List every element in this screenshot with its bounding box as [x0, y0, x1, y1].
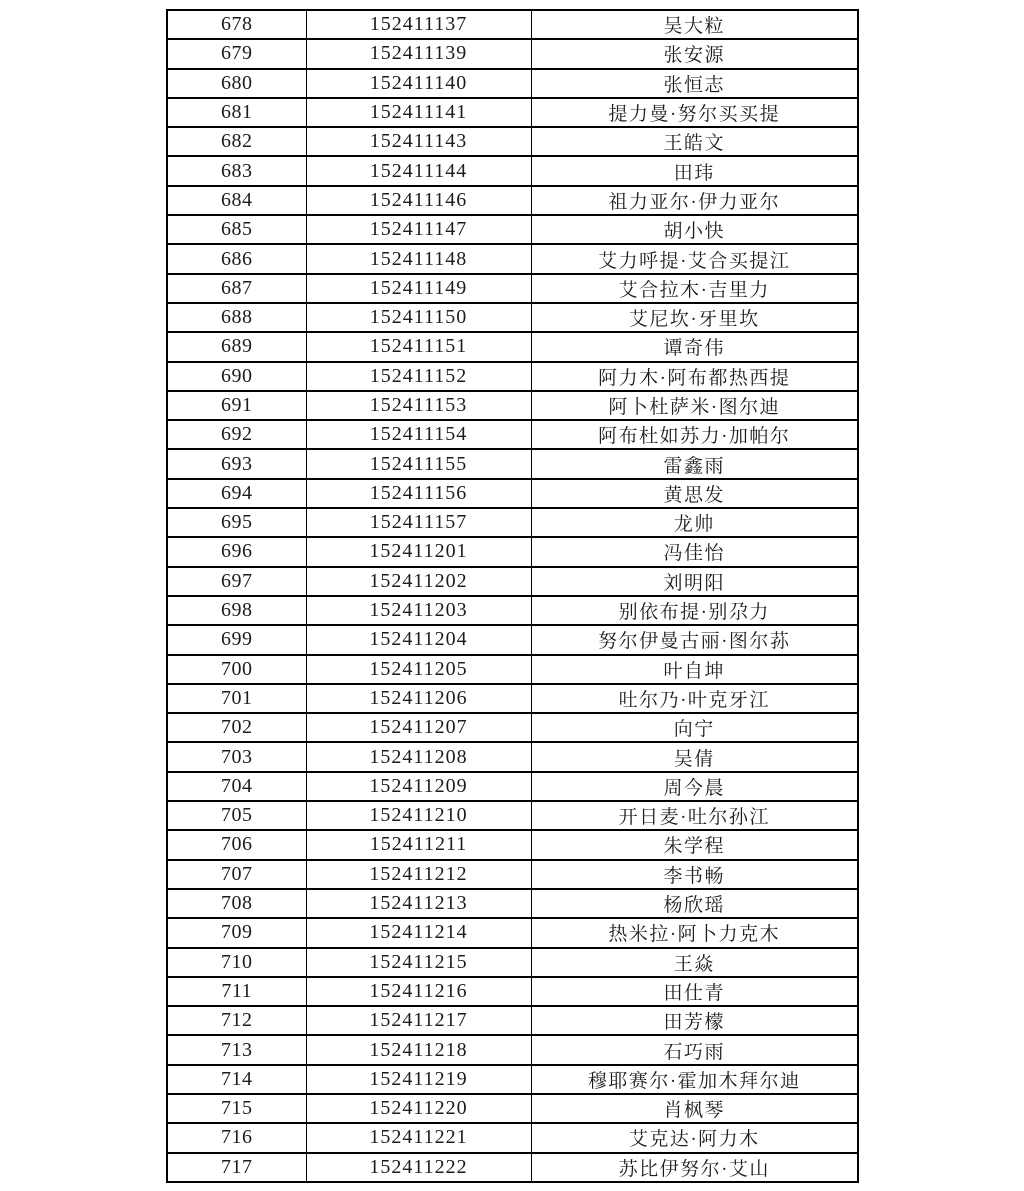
- student-id-cell: 152411150: [306, 303, 531, 332]
- student-id-cell: 152411147: [306, 215, 531, 244]
- student-id-cell: 152411148: [306, 244, 531, 273]
- student-id-cell: 152411201: [306, 537, 531, 566]
- student-id-cell: 152411151: [306, 332, 531, 361]
- student-name-cell: 吴倩: [531, 742, 858, 771]
- student-name-cell: 胡小快: [531, 215, 858, 244]
- student-name-cell: 阿力木·阿布都热西提: [531, 362, 858, 391]
- table-row: [167, 918, 858, 947]
- student-id-cell: 152411144: [306, 156, 531, 185]
- student-id-cell: 152411205: [306, 655, 531, 684]
- sequence-number-cell: 716: [167, 1123, 306, 1152]
- roster-table: [166, 9, 859, 1183]
- table-row: [167, 391, 858, 420]
- student-id-cell: 152411215: [306, 948, 531, 977]
- table-row: [167, 127, 858, 156]
- roster-table-body: [167, 10, 858, 1182]
- student-id-cell: 152411154: [306, 420, 531, 449]
- student-name-cell: 王焱: [531, 948, 858, 977]
- student-id-cell: 152411220: [306, 1094, 531, 1123]
- table-row: [167, 596, 858, 625]
- sequence-number-cell: 683: [167, 156, 306, 185]
- sequence-number-cell: 714: [167, 1065, 306, 1094]
- student-name-cell: 阿布杜如苏力·加帕尔: [531, 420, 858, 449]
- student-name-cell: 石巧雨: [531, 1035, 858, 1064]
- student-id-cell: 152411143: [306, 127, 531, 156]
- student-id-cell: 152411213: [306, 889, 531, 918]
- student-id-cell: 152411221: [306, 1123, 531, 1152]
- student-name-cell: 艾合拉木·吉里力: [531, 274, 858, 303]
- sequence-number-cell: 678: [167, 10, 306, 39]
- student-id-cell: 152411155: [306, 449, 531, 478]
- student-name-cell: 谭奇伟: [531, 332, 858, 361]
- sequence-number-cell: 695: [167, 508, 306, 537]
- student-id-cell: 152411139: [306, 39, 531, 68]
- sequence-number-cell: 694: [167, 479, 306, 508]
- table-row: [167, 303, 858, 332]
- table-row: [167, 1123, 858, 1152]
- table-row: [167, 948, 858, 977]
- student-id-cell: 152411156: [306, 479, 531, 508]
- student-name-cell: 黄思发: [531, 479, 858, 508]
- student-name-cell: 穆耶赛尔·霍加木拜尔迪: [531, 1065, 858, 1094]
- table-row: [167, 39, 858, 68]
- table-row: [167, 713, 858, 742]
- sequence-number-cell: 708: [167, 889, 306, 918]
- table-row: [167, 362, 858, 391]
- table-row: [167, 537, 858, 566]
- student-name-cell: 张恒志: [531, 69, 858, 98]
- table-row: [167, 69, 858, 98]
- sequence-number-cell: 697: [167, 567, 306, 596]
- student-name-cell: 杨欣瑶: [531, 889, 858, 918]
- table-row: [167, 1006, 858, 1035]
- table-row: [167, 98, 858, 127]
- table-row: [167, 1153, 858, 1182]
- sequence-number-cell: 685: [167, 215, 306, 244]
- student-name-cell: 热米拉·阿卜力克木: [531, 918, 858, 947]
- sequence-number-cell: 681: [167, 98, 306, 127]
- sequence-number-cell: 693: [167, 449, 306, 478]
- student-name-cell: 雷鑫雨: [531, 449, 858, 478]
- sequence-number-cell: 713: [167, 1035, 306, 1064]
- table-row: [167, 449, 858, 478]
- student-id-cell: 152411212: [306, 860, 531, 889]
- student-id-cell: 152411222: [306, 1153, 531, 1182]
- student-id-cell: 152411214: [306, 918, 531, 947]
- sequence-number-cell: 710: [167, 948, 306, 977]
- student-id-cell: 152411207: [306, 713, 531, 742]
- student-name-cell: 张安源: [531, 39, 858, 68]
- table-row: [167, 186, 858, 215]
- sequence-number-cell: 706: [167, 830, 306, 859]
- sequence-number-cell: 707: [167, 860, 306, 889]
- student-name-cell: 苏比伊努尔·艾山: [531, 1153, 858, 1182]
- sequence-number-cell: 702: [167, 713, 306, 742]
- table-row: [167, 567, 858, 596]
- student-name-cell: 田仕青: [531, 977, 858, 1006]
- student-id-cell: 152411141: [306, 98, 531, 127]
- table-row: [167, 1035, 858, 1064]
- table-row: [167, 215, 858, 244]
- sequence-number-cell: 699: [167, 625, 306, 654]
- table-row: [167, 742, 858, 771]
- student-name-cell: 向宁: [531, 713, 858, 742]
- student-name-cell: 朱学程: [531, 830, 858, 859]
- table-row: [167, 1065, 858, 1094]
- sequence-number-cell: 689: [167, 332, 306, 361]
- student-name-cell: 艾克达·阿力木: [531, 1123, 858, 1152]
- student-id-cell: 152411137: [306, 10, 531, 39]
- student-name-cell: 刘明阳: [531, 567, 858, 596]
- table-row: [167, 244, 858, 273]
- sequence-number-cell: 704: [167, 772, 306, 801]
- student-name-cell: 田芳檬: [531, 1006, 858, 1035]
- sequence-number-cell: 692: [167, 420, 306, 449]
- sequence-number-cell: 688: [167, 303, 306, 332]
- student-id-cell: 152411218: [306, 1035, 531, 1064]
- sequence-number-cell: 703: [167, 742, 306, 771]
- table-row: [167, 684, 858, 713]
- student-name-cell: 开日麦·吐尔孙江: [531, 801, 858, 830]
- student-id-cell: 152411210: [306, 801, 531, 830]
- student-name-cell: 吐尔乃·叶克牙江: [531, 684, 858, 713]
- sequence-number-cell: 711: [167, 977, 306, 1006]
- student-id-cell: 152411209: [306, 772, 531, 801]
- student-id-cell: 152411217: [306, 1006, 531, 1035]
- table-row: [167, 479, 858, 508]
- student-name-cell: 田玮: [531, 156, 858, 185]
- sequence-number-cell: 717: [167, 1153, 306, 1182]
- student-name-cell: 周今晨: [531, 772, 858, 801]
- table-row: [167, 772, 858, 801]
- student-id-cell: 152411202: [306, 567, 531, 596]
- student-name-cell: 祖力亚尔·伊力亚尔: [531, 186, 858, 215]
- student-name-cell: 龙帅: [531, 508, 858, 537]
- table-row: [167, 1094, 858, 1123]
- table-row: [167, 655, 858, 684]
- sequence-number-cell: 705: [167, 801, 306, 830]
- student-name-cell: 努尔伊曼古丽·图尔荪: [531, 625, 858, 654]
- table-row: [167, 801, 858, 830]
- student-name-cell: 肖枫琴: [531, 1094, 858, 1123]
- student-id-cell: 152411208: [306, 742, 531, 771]
- sequence-number-cell: 712: [167, 1006, 306, 1035]
- table-row: [167, 625, 858, 654]
- table-row: [167, 830, 858, 859]
- table-row: [167, 420, 858, 449]
- table-row: [167, 156, 858, 185]
- sequence-number-cell: 691: [167, 391, 306, 420]
- table-row: [167, 977, 858, 1006]
- student-id-cell: 152411146: [306, 186, 531, 215]
- student-name-cell: 艾尼坎·牙里坎: [531, 303, 858, 332]
- student-name-cell: 冯佳怡: [531, 537, 858, 566]
- student-id-cell: 152411211: [306, 830, 531, 859]
- sequence-number-cell: 682: [167, 127, 306, 156]
- student-name-cell: 叶自坤: [531, 655, 858, 684]
- student-id-cell: 152411153: [306, 391, 531, 420]
- sequence-number-cell: 701: [167, 684, 306, 713]
- table-row: [167, 889, 858, 918]
- student-name-cell: 王皓文: [531, 127, 858, 156]
- table-row: [167, 10, 858, 39]
- student-id-cell: 152411204: [306, 625, 531, 654]
- sequence-number-cell: 715: [167, 1094, 306, 1123]
- table-row: [167, 860, 858, 889]
- student-name-cell: 提力曼·努尔买买提: [531, 98, 858, 127]
- student-name-cell: 艾力呼提·艾合买提江: [531, 244, 858, 273]
- student-id-cell: 152411140: [306, 69, 531, 98]
- table-row: [167, 508, 858, 537]
- sequence-number-cell: 684: [167, 186, 306, 215]
- student-id-cell: 152411152: [306, 362, 531, 391]
- student-id-cell: 152411206: [306, 684, 531, 713]
- table-row: [167, 274, 858, 303]
- student-name-cell: 阿卜杜萨米·图尔迪: [531, 391, 858, 420]
- student-name-cell: 李书畅: [531, 860, 858, 889]
- sequence-number-cell: 698: [167, 596, 306, 625]
- table-row: [167, 332, 858, 361]
- sequence-number-cell: 679: [167, 39, 306, 68]
- sequence-number-cell: 696: [167, 537, 306, 566]
- student-id-cell: 152411203: [306, 596, 531, 625]
- sequence-number-cell: 687: [167, 274, 306, 303]
- student-name-cell: 吴大粒: [531, 10, 858, 39]
- student-id-cell: 152411157: [306, 508, 531, 537]
- student-id-cell: 152411149: [306, 274, 531, 303]
- sequence-number-cell: 690: [167, 362, 306, 391]
- sequence-number-cell: 700: [167, 655, 306, 684]
- student-id-cell: 152411219: [306, 1065, 531, 1094]
- student-name-cell: 别依布提·别尕力: [531, 596, 858, 625]
- sequence-number-cell: 680: [167, 69, 306, 98]
- sequence-number-cell: 709: [167, 918, 306, 947]
- sequence-number-cell: 686: [167, 244, 306, 273]
- student-id-cell: 152411216: [306, 977, 531, 1006]
